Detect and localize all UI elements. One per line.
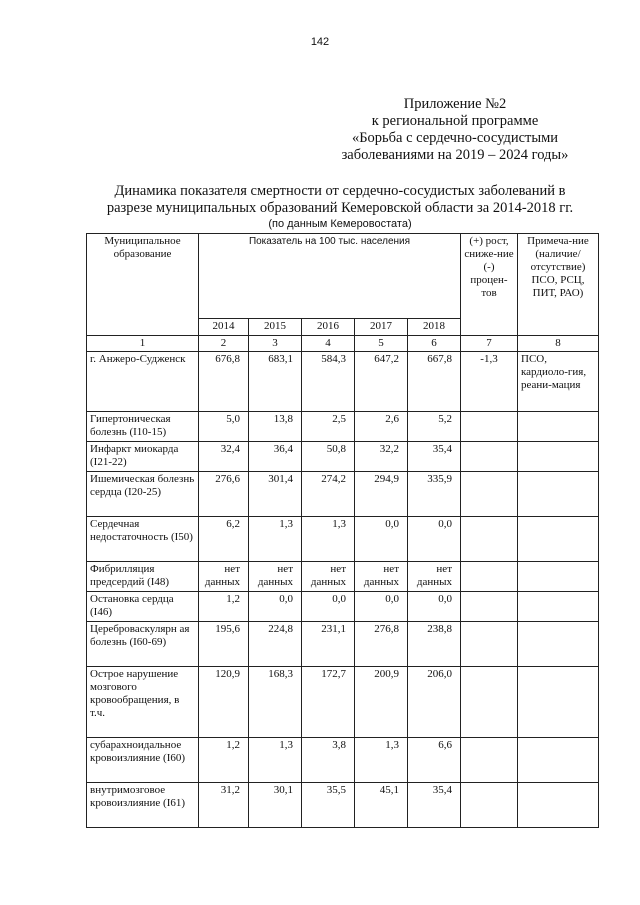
value-cell: 667,8 <box>408 352 461 412</box>
value-cell: 0,0 <box>302 592 355 622</box>
mortality-table <box>86 233 599 828</box>
change-cell <box>461 472 518 517</box>
table-row <box>87 412 599 442</box>
annex-heading <box>300 96 610 164</box>
change-cell <box>461 622 518 667</box>
change-cell: -1,3 <box>461 352 518 412</box>
row-label: Цереброваскулярн ая болезнь (I60-69) <box>87 622 199 667</box>
value-cell: 0,0 <box>355 592 408 622</box>
header-indicator: Показатель на 100 тыс. населения <box>199 234 461 319</box>
value-cell: 1,3 <box>249 738 302 783</box>
year-cell: 2017 <box>355 319 408 336</box>
table-row <box>87 592 599 622</box>
note-cell: ПСО, кардиоло-гия, реани-мация <box>518 352 599 412</box>
column-number: 4 <box>302 336 355 352</box>
table-row <box>87 783 599 828</box>
value-cell: 276,8 <box>355 622 408 667</box>
column-number: 6 <box>408 336 461 352</box>
value-cell: 2,6 <box>355 412 408 442</box>
title-line-2: разрезе муниципальных образований Кемеровской области за 2014-2018 гг. <box>106 200 574 216</box>
value-cell: 195,6 <box>199 622 249 667</box>
value-cell: 683,1 <box>249 352 302 412</box>
value-cell: 294,9 <box>355 472 408 517</box>
table-body <box>87 234 599 828</box>
value-cell: 32,4 <box>199 442 249 472</box>
row-label: внутримозговое кровоизлияние (I61) <box>87 783 199 828</box>
value-cell: 1,2 <box>199 738 249 783</box>
change-cell <box>461 442 518 472</box>
column-number: 3 <box>249 336 302 352</box>
value-cell: 1,3 <box>355 738 408 783</box>
table-row <box>87 442 599 472</box>
row-label: Остановка сердца (I46) <box>87 592 199 622</box>
value-cell: 5,2 <box>408 412 461 442</box>
value-cell: 13,8 <box>249 412 302 442</box>
value-cell: 206,0 <box>408 667 461 738</box>
year-cell: 2014 <box>199 319 249 336</box>
table-row <box>87 738 599 783</box>
header-notes: Примеча-ние (наличие/ отсутствие) ПСО, РСЦ, ПИТ, РАО) <box>518 234 599 336</box>
value-cell: 32,2 <box>355 442 408 472</box>
note-cell <box>518 738 599 783</box>
note-cell <box>518 622 599 667</box>
value-cell: 3,8 <box>302 738 355 783</box>
note-cell <box>518 667 599 738</box>
year-cell: 2018 <box>408 319 461 336</box>
value-cell: 50,8 <box>302 442 355 472</box>
value-cell: 1,3 <box>302 517 355 562</box>
note-cell <box>518 442 599 472</box>
value-cell: 6,2 <box>199 517 249 562</box>
table-row <box>87 562 599 592</box>
value-cell: 0,0 <box>408 592 461 622</box>
value-cell: 238,8 <box>408 622 461 667</box>
note-cell <box>518 592 599 622</box>
note-cell <box>518 412 599 442</box>
note-cell <box>518 472 599 517</box>
value-cell: 231,1 <box>302 622 355 667</box>
row-label: субарахноидальное кровоизлияние (I60) <box>87 738 199 783</box>
header-change: (+) рост, сниже-ние (-) процен-тов <box>461 234 518 336</box>
value-cell: 172,7 <box>302 667 355 738</box>
value-cell: 168,3 <box>249 667 302 738</box>
value-cell: 1,2 <box>199 592 249 622</box>
value-cell: нет данных <box>249 562 302 592</box>
change-cell <box>461 592 518 622</box>
value-cell: 647,2 <box>355 352 408 412</box>
value-cell: 120,9 <box>199 667 249 738</box>
change-cell <box>461 412 518 442</box>
value-cell: нет данных <box>302 562 355 592</box>
annex-line-4: заболеваниями на 2019 – 2024 годы» <box>341 147 569 163</box>
column-number-row <box>87 336 599 352</box>
change-cell <box>461 517 518 562</box>
value-cell: 0,0 <box>249 592 302 622</box>
value-cell: 35,4 <box>408 783 461 828</box>
change-cell <box>461 667 518 738</box>
row-label: Ишемическая болезнь сердца (I20-25) <box>87 472 199 517</box>
page-number: 142 <box>310 36 330 48</box>
value-cell: нет данных <box>199 562 249 592</box>
value-cell: 35,5 <box>302 783 355 828</box>
value-cell: 676,8 <box>199 352 249 412</box>
table-row <box>87 667 599 738</box>
title-line-1: Динамика показателя смертности от сердечно-сосудистых заболеваний в <box>114 183 566 199</box>
change-cell <box>461 738 518 783</box>
column-number: 1 <box>87 336 199 352</box>
value-cell: 276,6 <box>199 472 249 517</box>
row-label: Фибрилляция предсердий (I48) <box>87 562 199 592</box>
value-cell: 0,0 <box>355 517 408 562</box>
column-number: 5 <box>355 336 408 352</box>
row-label: Гипертоническая болезнь (I10-15) <box>87 412 199 442</box>
value-cell: 31,2 <box>199 783 249 828</box>
value-cell: 584,3 <box>302 352 355 412</box>
value-cell: 5,0 <box>199 412 249 442</box>
column-number: 2 <box>199 336 249 352</box>
annex-line-2: к региональной программе <box>371 113 539 129</box>
source-note: (по данным Кемеровостата) <box>268 218 412 230</box>
table-row <box>87 352 599 412</box>
value-cell: нет данных <box>355 562 408 592</box>
value-cell: 6,6 <box>408 738 461 783</box>
row-label: Острое нарушение мозгового кровообращения, в т.ч. <box>87 667 199 738</box>
value-cell: 1,3 <box>249 517 302 562</box>
note-cell <box>518 517 599 562</box>
table-row <box>87 472 599 517</box>
value-cell: 0,0 <box>408 517 461 562</box>
value-cell: 274,2 <box>302 472 355 517</box>
value-cell: 30,1 <box>249 783 302 828</box>
row-label: г. Анжеро-Судженск <box>87 352 199 412</box>
value-cell: 45,1 <box>355 783 408 828</box>
annex-line-1: Приложение №2 <box>403 96 507 112</box>
table-title <box>80 183 600 217</box>
header-row <box>87 234 599 319</box>
value-cell: 2,5 <box>302 412 355 442</box>
column-number: 7 <box>461 336 518 352</box>
year-cell: 2015 <box>249 319 302 336</box>
change-cell <box>461 783 518 828</box>
table-row <box>87 622 599 667</box>
row-label: Инфаркт миокарда (I21-22) <box>87 442 199 472</box>
note-cell <box>518 562 599 592</box>
table-row <box>87 517 599 562</box>
note-cell <box>518 783 599 828</box>
value-cell: 35,4 <box>408 442 461 472</box>
column-number: 8 <box>518 336 599 352</box>
year-cell: 2016 <box>302 319 355 336</box>
value-cell: нет данных <box>408 562 461 592</box>
change-cell <box>461 562 518 592</box>
value-cell: 224,8 <box>249 622 302 667</box>
value-cell: 36,4 <box>249 442 302 472</box>
header-municipality: Муниципальное образование <box>87 234 199 336</box>
value-cell: 301,4 <box>249 472 302 517</box>
value-cell: 335,9 <box>408 472 461 517</box>
annex-line-3: «Борьба с сердечно-сосудистыми <box>351 130 559 146</box>
row-label: Сердечная недостаточность (I50) <box>87 517 199 562</box>
value-cell: 200,9 <box>355 667 408 738</box>
